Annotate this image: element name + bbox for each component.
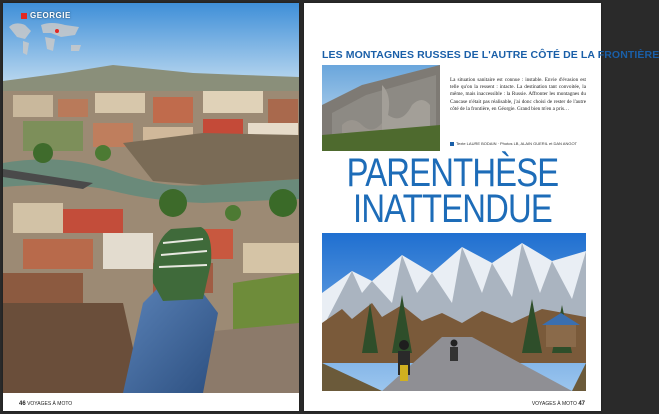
article-credits [450, 141, 588, 146]
folio-left [19, 401, 72, 407]
right-page [304, 3, 659, 411]
article-headline: LES MONTAGNES RUSSES DE L'AUTRE CÔTÉ DE LA FRONTIÈRE [322, 49, 659, 61]
left-page [3, 3, 299, 411]
world-map-icon [5, 17, 91, 63]
mountain-road-motorcycle-photo [322, 233, 586, 391]
title-line-1: PARENTHÈSE [346, 151, 559, 195]
credits-marker-icon [450, 142, 454, 146]
title-line-2: INATTENDUE [353, 187, 552, 231]
page-number-left: 46 [19, 401, 26, 407]
article-intro: La situation sanitaire est connue : instable. Envie d'évasion est telle qu'on la ressent : intacte. La destination tant convoitée, la même, mais inaccessible : la Russie. Affronter les montagnes du Caucase n'était pas réalisable, j'ai donc choisi de rester de l'autre côté de la frontière, en Géorgie. Grand bien m'en a pris… [450, 77, 586, 112]
magazine-name-right: VOYAGES À MOTO [531, 401, 577, 407]
magazine-name-left: VOYAGES À MOTO [27, 401, 73, 407]
credits-text: Texte LAURE BODAIN · Photos LB, ALAIN GUERIL et DAN ANGOT [456, 141, 578, 146]
page-number-right: 47 [578, 401, 585, 407]
relief-mural-photo [322, 65, 440, 151]
folio-right [532, 401, 585, 407]
section-rubric: GEORGIE [21, 11, 71, 20]
